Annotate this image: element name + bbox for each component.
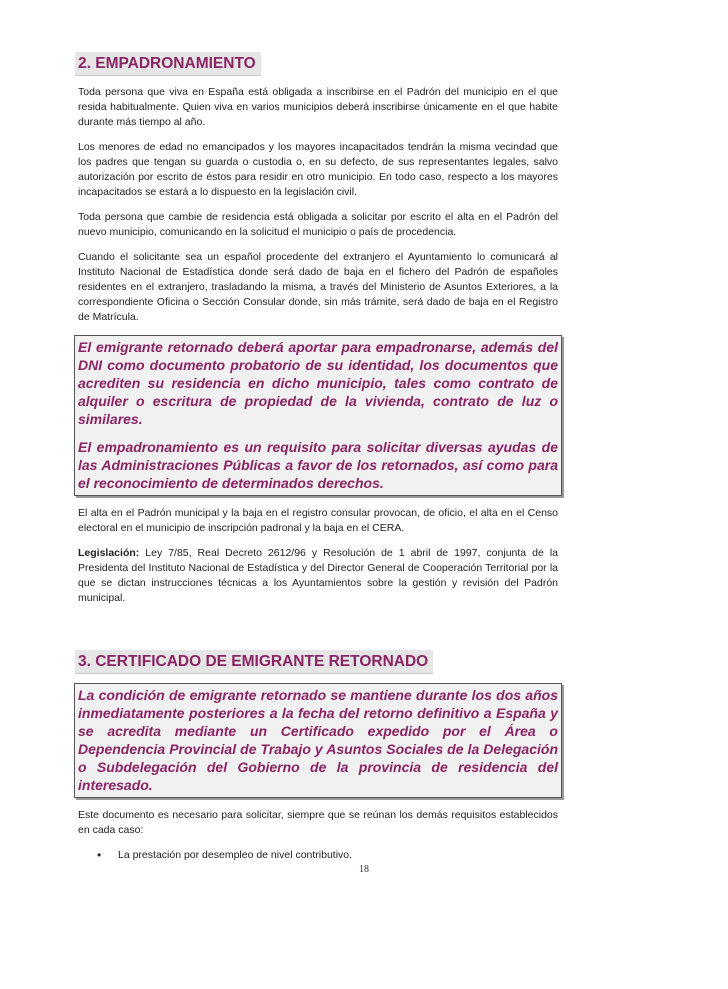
paragraph-inscripcion: Toda persona que viva en España está obligada a inscribirse en el Padrón del municipio en el que resida habitualmente. Quien viva en varios municipios deberá inscribirse únicamente en el que habite durante más tiempo al año. <box>78 86 558 128</box>
legislacion-text: Ley 7/85, Real Decreto 2612/96 y Resolución de 1 abril de 1997, conjunta de la Presidenta del Instituto Nacional de Estadística y del Director General de Cooperación Territorial por la que se dictan instrucciones técnicas a los Ayuntamientos sobre la gestión y revisión del Padrón municipal. <box>78 547 558 604</box>
paragraph-censo-electoral: El alta en el Padrón municipal y la baja en el registro consular provocan, de oficio, el alta en el Censo electoral en el municipio de inscripción padronal y la baja en el CERA. <box>78 507 558 534</box>
callout-requisito: El empadronamiento es un requisito para solicitar diversas ayudas de las Administraciones Públicas a favor de los retornados, así como para el reconocimiento de determinados derechos. <box>78 439 558 491</box>
requisitos-list <box>78 848 558 863</box>
bullet-icon: • <box>97 848 102 862</box>
paragraph-cambio-residencia: Toda persona que cambie de residencia está obligada a solicitar por escrito el alta en el Padrón del nuevo municipio, comunicando en la solicitud el municipio o país de procedencia. <box>78 211 558 238</box>
document-page <box>78 52 558 863</box>
section-heading-certificado: 3. CERTIFICADO DE EMIGRANTE RETORNADO <box>75 650 433 674</box>
callout-box-empadronamiento <box>74 335 562 496</box>
paragraph-legislacion <box>78 546 558 606</box>
list-item-text: La prestación por desempleo de nivel contributivo. <box>118 849 353 861</box>
legislacion-label: Legislación: <box>78 547 140 559</box>
section-spacer <box>78 616 558 650</box>
callout-documentos: El emigrante retornado deberá aportar para empadronarse, además del DNI como documento probatorio de su identidad, los documentos que acrediten su residencia en dicho municipio, tales como contrato de alquiler o escritura de propiedad de la vivienda, contrato de luz o similares. <box>78 339 558 427</box>
callout-condicion-retornado: La condición de emigrante retornado se mantiene durante los dos años inmediatamente posteriores a la fecha del retorno definitivo a España y se acredita mediante un Certificado expedido por el Área o Dependencia Provincial de Trabajo y Asuntos Sociales de la Delegación o Subdelegación del Gobierno de la provincia de residencia del interesado. <box>78 687 558 793</box>
paragraph-procedente-extranjero: Cuando el solicitante sea un español procedente del extranjero el Ayuntamiento lo comunicará al Instituto Nacional de Estadística donde será dado de baja en el fichero del Padrón de españoles residentes en el extranjero, trasladando la misma, a través del Ministerio de Asuntos Exteriores, a la correspondiente Oficina o Sección Consular donde, sin más trámite, será dado de baja en el Registro de Matrícula. <box>78 251 558 323</box>
list-item <box>78 848 558 863</box>
page-number: 18 <box>359 864 369 875</box>
section-heading-empadronamiento: 2. EMPADRONAMIENTO <box>75 52 261 76</box>
paragraph-menores: Los menores de edad no emancipados y los mayores incapacitados tendrán la misma vecindad que los padres que tengan su guarda o custodia o, en su defecto, de sus representantes legales, salvo autorización por escrito de éstos para residir en otro municipio. En todo caso, respecto a los mayores incapacitados se estará a lo dispuesto en la legislación civil. <box>78 141 558 198</box>
callout-box-certificado <box>74 683 562 798</box>
paragraph-documento-necesario: Este documento es necesario para solicitar, siempre que se reúnan los demás requisitos establecidos en cada caso: <box>78 809 558 836</box>
